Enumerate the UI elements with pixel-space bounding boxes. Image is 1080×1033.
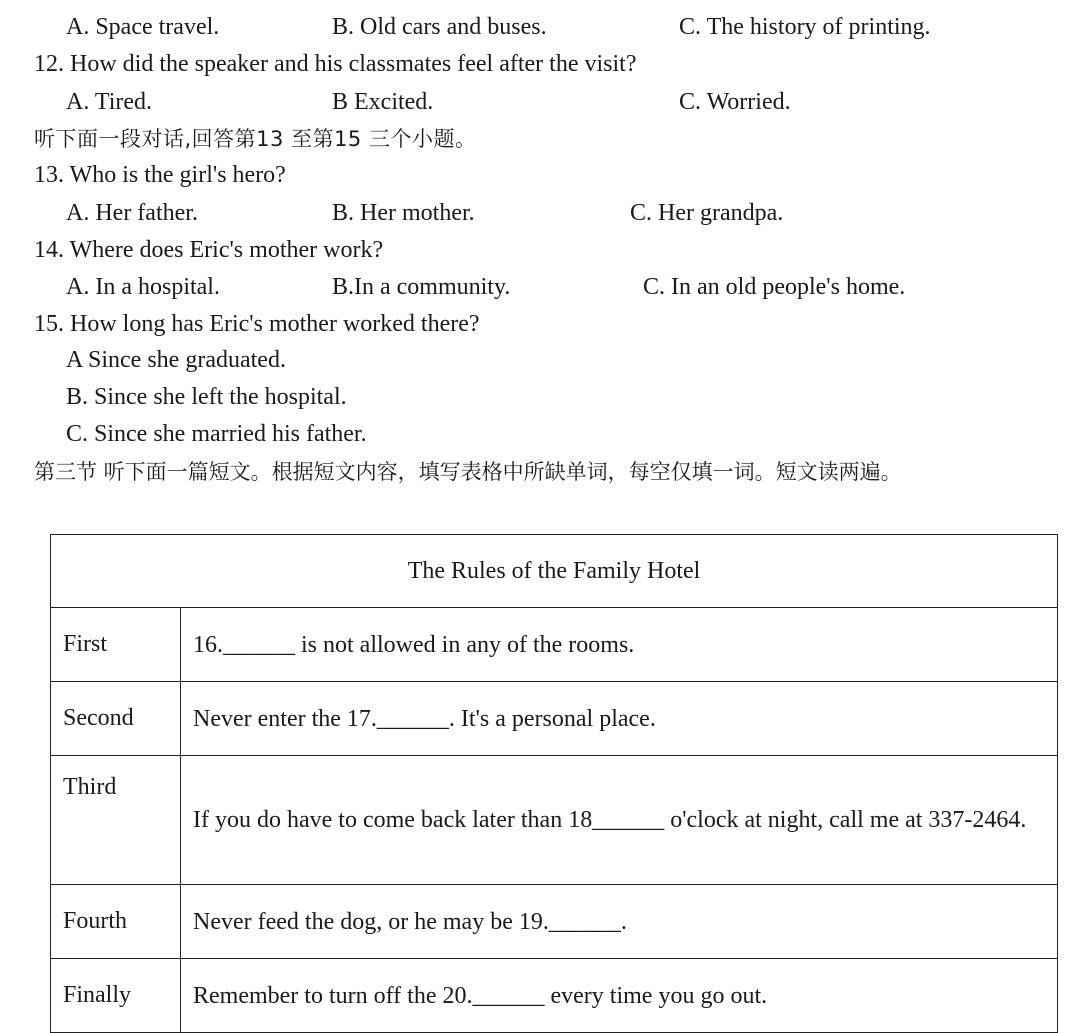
q14-option-b: B.In a community. <box>332 274 511 300</box>
instruction-13-15: 听下面一段对话,回答第13 至第15 三个小题。 <box>34 127 477 151</box>
q14-option-a: A. In a hospital. <box>66 274 220 300</box>
table-row <box>51 885 1058 959</box>
rules-table <box>50 534 1058 1033</box>
section3-instruction: 第三节 听下面一篇短文。根据短文内容，填写表格中所缺单词，每空仅填一词。短文读两遍。 <box>34 460 902 484</box>
q15-question: 15. How long has Eric's mother worked there? <box>34 311 480 337</box>
q12-question: 12. How did the speaker and his classmates feel after the visit? <box>34 51 637 77</box>
q14-question: 14. Where does Eric's mother work? <box>34 237 384 263</box>
row-label: Finally <box>51 959 181 1033</box>
q15-option-c: C. Since she married his father. <box>66 421 367 447</box>
row-text: Never feed the dog, or he may be 19.______. <box>181 885 1058 959</box>
q15-option-a: A Since she graduated. <box>66 347 286 373</box>
q13-option-a: A. Her father. <box>66 200 198 226</box>
table-title: The Rules of the Family Hotel <box>51 535 1058 608</box>
row-text: If you do have to come back later than 18______ o'clock at night, call me at 337-2464. <box>181 756 1058 885</box>
row-text: Remember to turn off the 20.______ every time you go out. <box>181 959 1058 1033</box>
q13-option-c: C. Her grandpa. <box>630 200 784 226</box>
q11-option-c: C. The history of printing. <box>679 14 931 40</box>
q12-option-a: A. Tired. <box>66 89 153 115</box>
q13-question: 13. Who is the girl's hero? <box>34 162 286 188</box>
q11-option-a: A. Space travel. <box>66 14 220 40</box>
table-row <box>51 682 1058 756</box>
table-title-row <box>51 535 1058 608</box>
q13-option-b: B. Her mother. <box>332 200 475 226</box>
q14-option-c: C. In an old people's home. <box>643 274 906 300</box>
row-label: Fourth <box>51 885 181 959</box>
table-row <box>51 608 1058 682</box>
q12-option-b: B Excited. <box>332 89 434 115</box>
table-row <box>51 756 1058 885</box>
row-text: Never enter the 17.______. It's a personal place. <box>181 682 1058 756</box>
q12-option-c: C. Worried. <box>679 89 791 115</box>
q15-option-b: B. Since she left the hospital. <box>66 384 347 410</box>
table-row <box>51 959 1058 1033</box>
row-label: Third <box>51 756 181 885</box>
row-label: First <box>51 608 181 682</box>
row-text: 16.______ is not allowed in any of the rooms. <box>181 608 1058 682</box>
q11-option-b: B. Old cars and buses. <box>332 14 547 40</box>
row-label: Second <box>51 682 181 756</box>
